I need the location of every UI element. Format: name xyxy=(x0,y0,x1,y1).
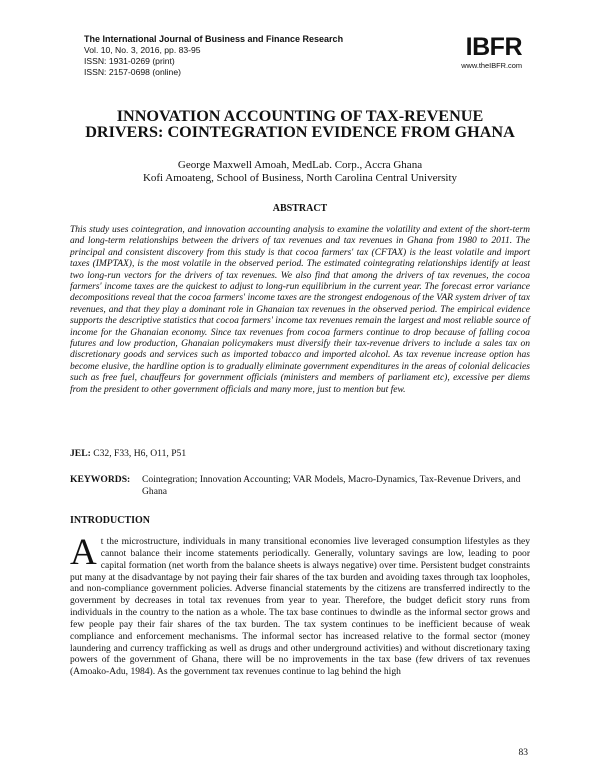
introduction-text: t the microstructure, individuals in many transitional economies live leveraged consumption lifestyles as they cannot balance their income statements periodically. Generally, voluntary savings are low, leading to poor capital formation (net worth from the balance sheets is always negative) over time. Persistent budget constraints put many at the disadvantage by not paying their fair shares of the tax burden and avoiding taxes through tax loopholes, and non-compliance government policies. Adverse financial statements by the citizens are transferred indirectly to the government by decreases in total tax revenues from year to year. Therefore, the budget deficit story runs from individuals in the country to the nation as a whole. The tax base continues to dwindle as the informal sector grows and few people pay their fair shares of the tax burden. The tax system continues to be inefficient because of weak compliance and enforcement mechanisms. The informal sector has increased relative to the formal sector (money laundering and currency trafficking as well as drugs and other underground activities) and without discretionary taxing powers of the government of Ghana, there will be no improvements in the tax base (few drivers of tax revenues (Amoako-Adu, 1984). As the government tax revenues continue to lag behind the high xyxy=(70,536,530,678)
author-2: Kofi Amoateng, School of Business, North Carolina Central University xyxy=(142,172,458,184)
author-list xyxy=(84,159,516,185)
journal-volume: Vol. 10, No. 3, 2016, pp. 83-95 xyxy=(84,45,201,55)
jel-label: JEL: xyxy=(70,448,91,459)
jel-codes xyxy=(70,448,186,459)
jel-values: C32, F33, H6, O11, P51 xyxy=(93,448,187,459)
drop-cap: A xyxy=(70,532,97,573)
ibfr-logo-mark: IBFR xyxy=(465,33,522,61)
introduction-body xyxy=(70,532,530,678)
publisher-website: www.theIBFR.com xyxy=(461,61,522,70)
publisher-logo xyxy=(461,35,522,70)
page-number: 83 xyxy=(518,748,528,758)
article-title: INNOVATION ACCOUNTING OF TAX-REVENUE DRIVERS: COINTEGRATION EVIDENCE FROM GHANA xyxy=(85,107,515,141)
issn-print: ISSN: 1931-0269 (print) xyxy=(84,56,175,66)
issn-online: ISSN: 2157-0698 (online) xyxy=(84,67,181,77)
keywords-label: KEYWORDS: xyxy=(70,474,131,485)
author-1: George Maxwell Amoah, MedLab. Corp., Accra Ghana xyxy=(177,159,423,171)
abstract-heading: ABSTRACT xyxy=(272,203,328,214)
abstract-text: This study uses cointegration, and innovation accounting analysis to examine the volatility and extent of the short-term and long-term relationships between the drivers of tax revenues and tax revenues in Ghana from 1980 to 2011. The principal and consistent discovery from this study is that cocoa farmers' tax (CFTAX) is the least volatile and import taxes (IMPTAX), is the most volatile in the observed period. The estimated cointegrating relationships identify at least two long-run vectors for the drivers of tax revenues. We also find that among the drivers of tax revenues, the cocoa farmers' income taxes are the quickest to adjust to long-run equilibrium in the current year. The forecast error variance decompositions reveal that the cocoa farmers' income taxes are the strongest endogenous of the VAR system driver of tax revenues, and that they play a dominant role in Ghanaian tax revenues in the observed period. The empirical evidence supports the descriptive statistics that cocoa farmers' income tax revenues remain the largest and most reliable source of income for the Ghanaian economy. Since tax revenues from cocoa farmers continue to drop because of falling cocoa futures and low production, Ghanaian policymakers must diversify their tax-revenue drivers to include a sales tax on discretionary goods and services such as imported tobacco and imported alcohol. As tax revenue increase option has become elusive, the hardline option is to gradually eliminate government expenditures in the areas of colonial delicacies such as free fuel, chauffeurs for government officials (ministers and members of parliament etc), excessive per diems from the president to other government officials and many more, just to mention but few. xyxy=(70,225,530,395)
introduction-heading: INTRODUCTION xyxy=(70,515,151,526)
journal-title: The International Journal of Business and Finance Research xyxy=(84,34,344,44)
keywords-values: Cointegration; Innovation Accounting; VAR Models, Macro-Dynamics, Tax-Revenue Drivers, and Ghana xyxy=(142,474,521,497)
journal-header xyxy=(84,34,343,78)
keywords xyxy=(70,474,530,497)
